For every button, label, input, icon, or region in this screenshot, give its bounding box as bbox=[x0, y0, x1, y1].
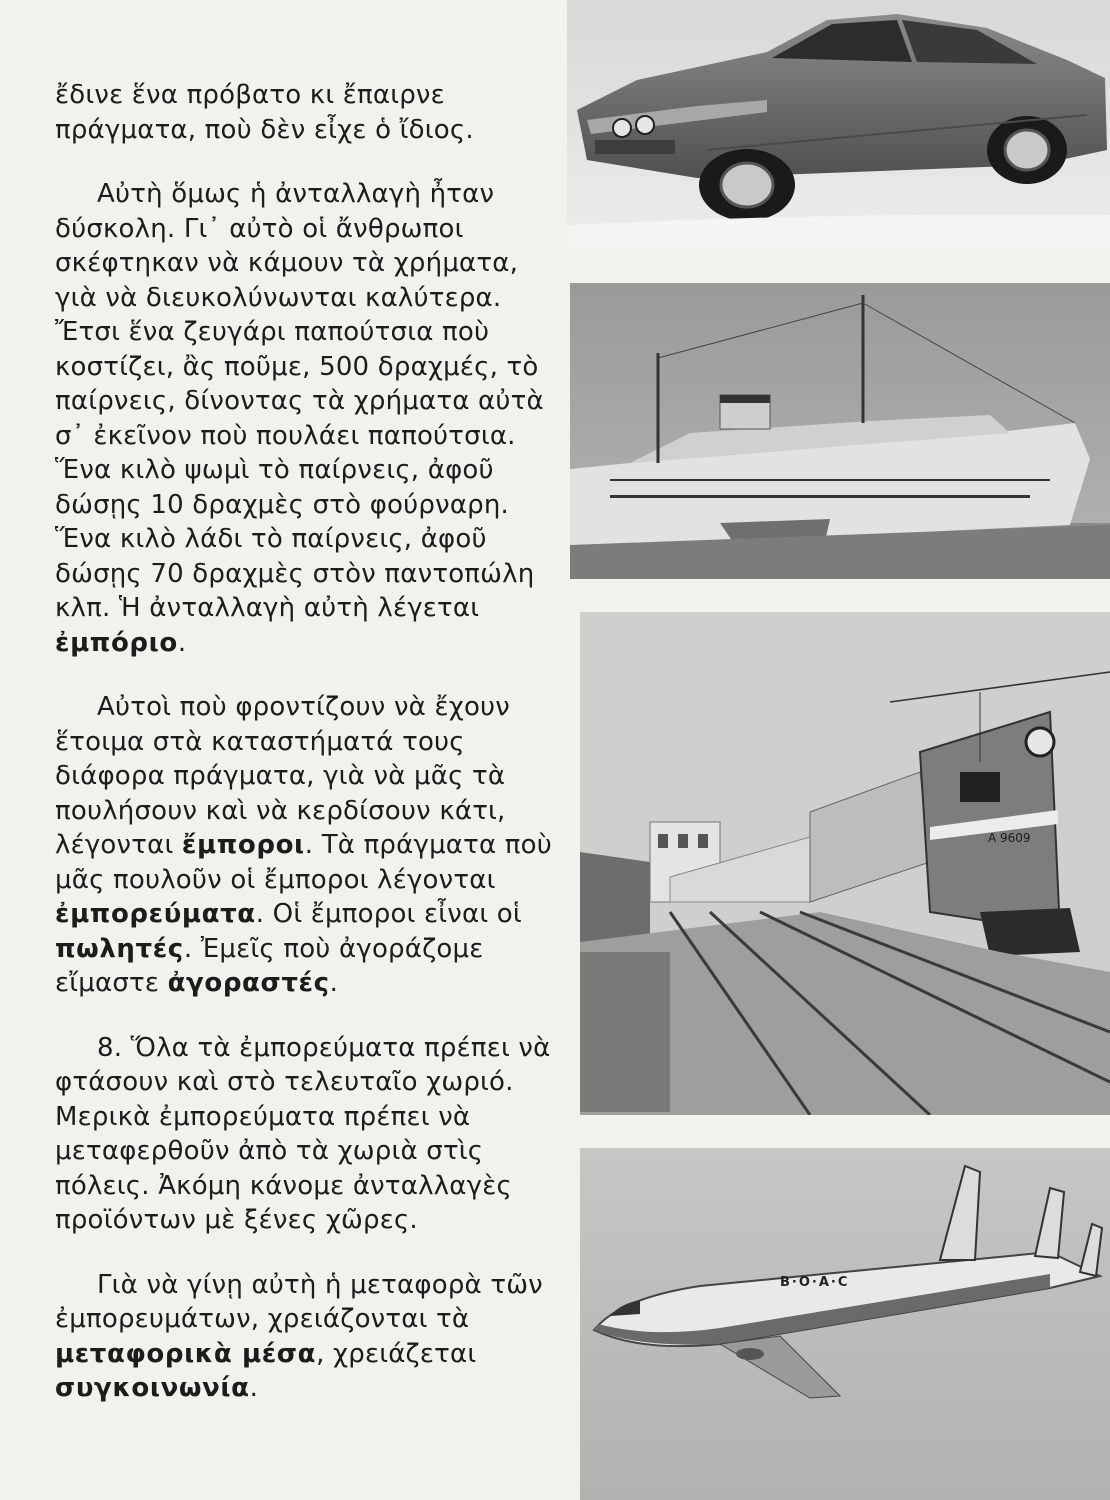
paragraph-3-text-2: . Τὰ πράγματα ποὺ μᾶς πουλοῦν οἱ ἔμποροι λέγονται bbox=[55, 830, 553, 895]
term-sygkoinonia: συγκοινωνία bbox=[55, 1373, 250, 1403]
paragraph-2-end: . bbox=[177, 627, 187, 658]
paragraph-3-text-5: . bbox=[329, 968, 339, 998]
plane-illustration bbox=[580, 1148, 1110, 1500]
paragraph-4 bbox=[55, 1031, 555, 1238]
paragraph-2-text: Αὐτὴ ὅμως ἡ ἀνταλλαγὴ ἦταν δύσκολη. Γι᾽ αὐτὸ οἱ ἄνθρωποι σκέφτηκαν νὰ κάμουν τὰ χρήματα, γιὰ νὰ διευκολύνωνται καλύτερα. Ἔτσι ἕνα ζευγάρι παπούτσια ποὺ κοστίζει, ἂς ποῦμε, 500 δραχμές, τὸ παίρνεις, δίνοντας τὰ χρήματα αὐτὰ σ᾽ ἐκεῖνον ποὺ πουλάει παπούτσια. Ἕνα κιλὸ ψωμὶ τὸ παίρνεις, ἀφοῦ δώσῃς 10 δραχμὲς στὸ φούρναρη. Ἕνα κιλὸ λάδι τὸ παίρνεις, ἀφοῦ δώσῃς 70 δραχμὲς στὸν παντοπώλη κλπ. Ἡ ἀνταλλαγὴ αὐτὴ λέγεται bbox=[55, 179, 544, 623]
paragraph-5 bbox=[55, 1268, 555, 1406]
ship-illustration bbox=[570, 283, 1110, 579]
paragraph-1-text: ἔδινε ἕνα πρόβατο κι ἔπαιρνε πράγματα, ποὺ δὲν εἶχε ὁ ἴδιος. bbox=[55, 80, 474, 145]
plane-livery-text: B·O·A·C bbox=[780, 1275, 850, 1290]
ship-photo bbox=[570, 283, 1110, 579]
term-emporio: ἐμπόριο bbox=[55, 627, 178, 658]
car-illustration bbox=[567, 0, 1110, 248]
car-photo bbox=[567, 0, 1110, 248]
term-agorastes: ἀγοραστές bbox=[167, 968, 330, 998]
text-column bbox=[55, 78, 555, 1406]
paragraph-3-text-1: Αὐτοὶ ποὺ φροντίζουν νὰ ἔχουν ἕτοιμα στὰ καταστήματά τους διάφορα πράγματα, γιὰ νὰ μᾶς τὰ πουλήσουν καὶ νὰ κερδίσουν κάτι, λέγονται bbox=[55, 692, 511, 860]
term-emporeumata: ἐμπορεύματα bbox=[55, 899, 256, 929]
term-metaforika-mesa: μεταφορικὰ μέσα bbox=[55, 1338, 317, 1369]
paragraph-5-text-2: , χρειάζεται bbox=[316, 1338, 477, 1369]
paragraph-5-text-3: . bbox=[249, 1373, 259, 1403]
paragraph-2 bbox=[55, 177, 555, 660]
plane-photo bbox=[580, 1148, 1110, 1500]
train-number: A 9609 bbox=[988, 831, 1031, 845]
term-emporoi: ἔμποροι bbox=[181, 830, 305, 860]
paragraph-3 bbox=[55, 690, 555, 1001]
paragraph-4-text: 8. Ὅλα τὰ ἐμπορεύματα πρέπει νὰ φτάσουν καὶ στὸ τελευταῖο χωριό. Μερικὰ ἐμπορεύματα πρέπει νὰ μεταφερθοῦν ἀπὸ τὰ χωριὰ στὶς πόλεις. Ἀκόμη κάνομε ἀνταλλαγὲς προϊόντων μὲ ξένες χῶρες. bbox=[55, 1032, 551, 1235]
train-photo bbox=[580, 612, 1110, 1115]
paragraph-1 bbox=[55, 78, 555, 147]
paragraph-3-text-3: . Οἱ ἔμποροι εἶναι οἱ bbox=[255, 899, 522, 929]
term-poletes: πωλητές bbox=[55, 933, 184, 964]
paragraph-5-text-1: Γιὰ νὰ γίνῃ αὐτὴ ἡ μεταφορὰ τῶν ἐμπορευμάτων, χρειάζονται τὰ bbox=[55, 1269, 543, 1334]
train-illustration bbox=[580, 612, 1110, 1115]
paragraph-3-text-4: . Ἐμεῖς ποὺ ἀγοράζομε εἴμαστε bbox=[55, 933, 484, 998]
